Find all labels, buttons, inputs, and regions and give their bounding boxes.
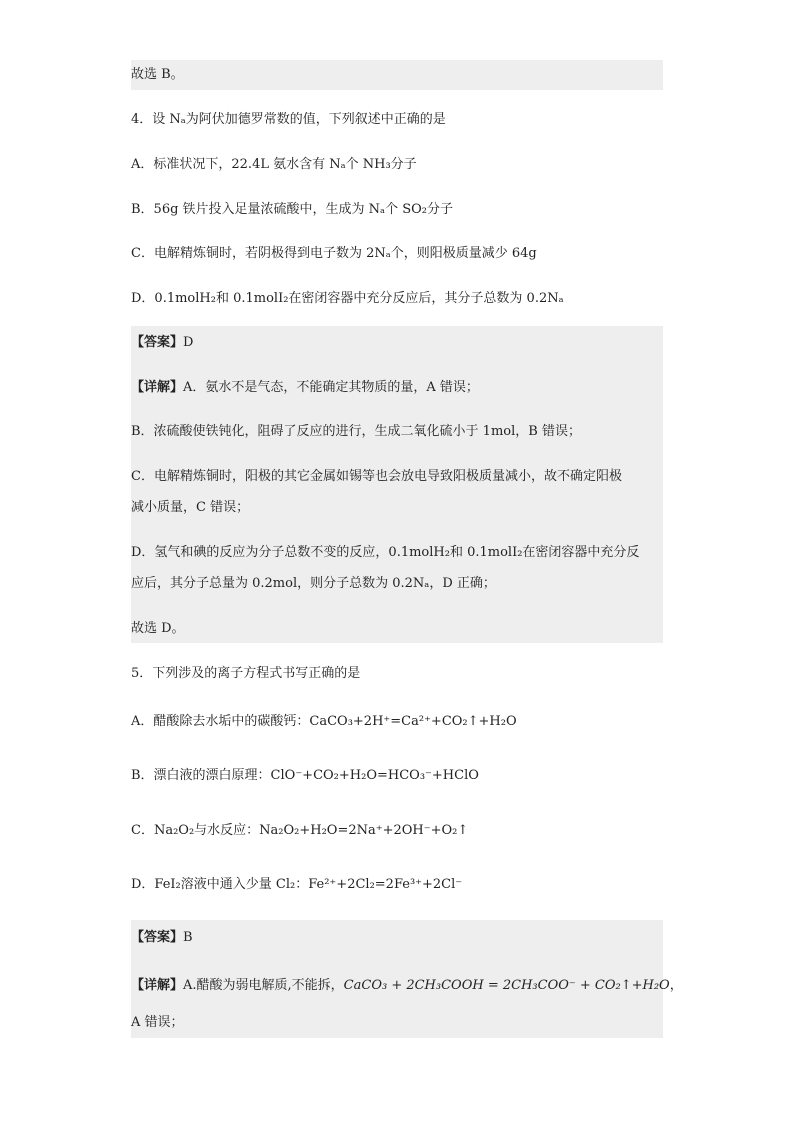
q5-detail-a	[131, 977, 683, 995]
formula: CaCO₃ + 2CH₃COOH = 2CH₃COO⁻ + CO₂↑+H₂O	[343, 978, 670, 993]
q4-option-a: A．标准状况下，22.4L 氨水含有 Nₐ个 NH₃分子	[131, 157, 417, 172]
q4-detail-a	[131, 379, 663, 397]
prev-answer-conclusion: 故选 B。	[131, 67, 184, 82]
q4-detail-c-line2: 减小质量，C 错误；	[131, 500, 250, 515]
q5-detail-a-end: A 错误；	[131, 1015, 184, 1030]
answer-label: 【答案】	[131, 335, 184, 350]
q5-stem: 5．下列涉及的离子方程式书写正确的是	[131, 666, 361, 681]
q4-detail-d-line2: 应后，其分子总量为 0.2mol，则分子总数为 0.2Nₐ，D 正确；	[131, 576, 496, 591]
q4-option-c: C．电解精炼铜时，若阴极得到电子数为 2Nₐ个，则阳极质量减少 64g	[131, 246, 537, 261]
answer-label: 【答案】	[131, 930, 184, 945]
q5-option-b: B．漂白液的漂白原理：ClO⁻+CO₂+H₂O=HCO₃⁻+HClO	[131, 768, 479, 783]
q5-option-a: A．醋酸除去水垢中的碳酸钙：CaCO₃+2H⁺=Ca²⁺+CO₂↑+H₂O	[131, 714, 517, 729]
q4-detail-b: B．浓硫酸使铁钝化，阻碍了反应的进行，生成二氧化硫小于 1mol，B 错误；	[131, 424, 581, 439]
q4-answer	[131, 334, 663, 352]
q4-option-d: D．0.1molH₂和 0.1molI₂在密闭容器中充分反应后，其分子总数为 0.2Nₐ	[131, 291, 564, 306]
q4-conclusion: 故选 D。	[131, 621, 185, 636]
q5-option-d: D．FeI₂溶液中通入少量 Cl₂：Fe²⁺+2Cl₂=2Fe³⁺+2Cl⁻	[131, 877, 463, 892]
q5-option-c: C．Na₂O₂与水反应：Na₂O₂+H₂O=2Na⁺+2OH⁻+O₂↑	[131, 823, 469, 838]
answer-value: B	[183, 930, 193, 945]
q4-stem: 4．设 Nₐ为阿伏加德罗常数的值，下列叙述中正确的是	[131, 112, 446, 127]
detail-label: 【详解】	[131, 978, 184, 993]
answer-value: D	[183, 335, 194, 350]
q4-option-b: B．56g 铁片投入足量浓硫酸中，生成为 Nₐ个 SO₂分子	[131, 202, 453, 217]
detail-text: A．氨水不是气态，不能确定其物质的量，A 错误；	[183, 380, 479, 395]
detail-tail: ，	[669, 978, 683, 993]
q4-detail-c-line1: C．电解精炼铜时，阳极的其它金属如锡等也会放电导致阳极质量减小，故不确定阳极	[131, 469, 622, 484]
q4-detail-d-line1: D．氢气和碘的反应为分子总数不变的反应，0.1molH₂和 0.1molI₂在密闭容器中充分反	[131, 545, 640, 560]
detail-text: A.醋酸为弱电解质,不能拆，	[183, 978, 344, 993]
q5-answer	[131, 929, 663, 947]
detail-label: 【详解】	[131, 380, 184, 395]
